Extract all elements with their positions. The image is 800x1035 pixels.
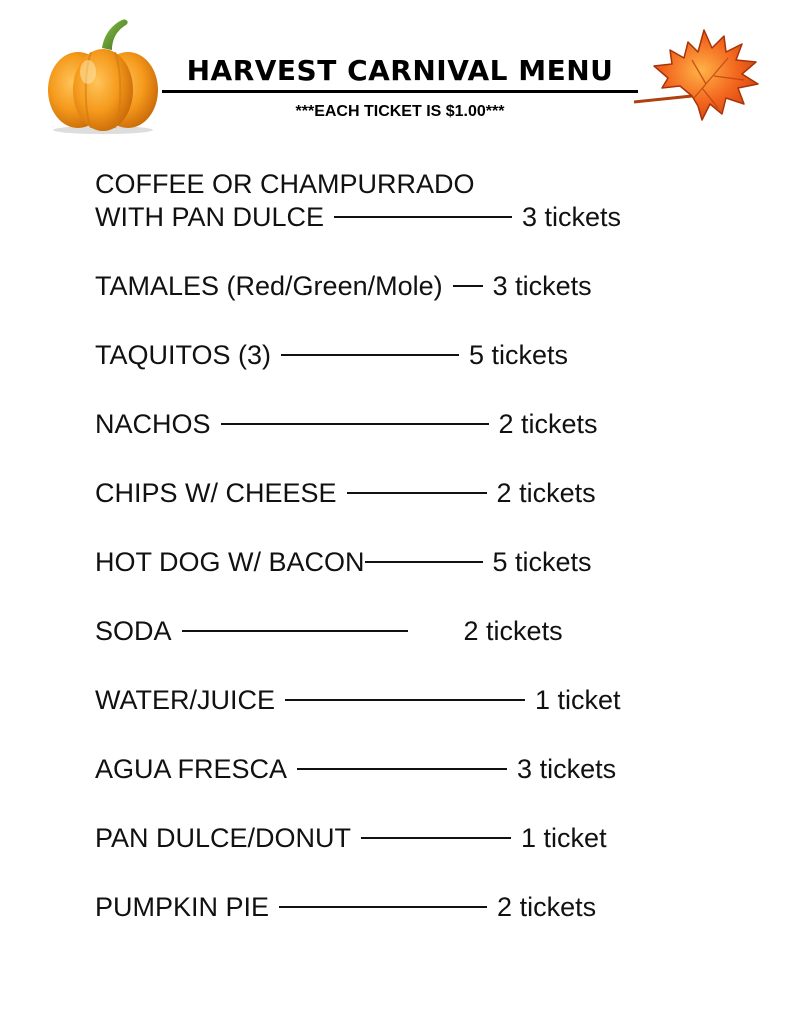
menu-item-taquitos [95,339,735,372]
menu-item-tamales [95,270,735,303]
menu-item-name: PAN DULCE/DONUT [95,823,352,853]
menu-item-name: WITH PAN DULCE [95,202,325,232]
menu-item-price: 1 ticket [521,823,607,853]
menu-item-chips-cheese [95,477,735,510]
menu-item-price: 2 tickets [496,478,596,508]
menu-item-name-line1: COFFEE OR CHAMPURRADO [95,169,475,199]
leader-line [285,699,525,701]
page-title: HARVEST CARNIVAL MENU [186,54,614,87]
menu-item-name: SODA [95,616,172,646]
menu-item-price: 3 tickets [492,271,592,301]
menu-item-coffee [95,168,735,234]
title-underline [162,90,638,93]
leader-line [221,423,489,425]
menu-item-hot-dog [95,546,735,579]
menu-item-price: 1 ticket [535,685,621,715]
leader-line [453,285,483,287]
menu-item-pumpkin-pie [95,891,735,924]
menu-item-name: HOT DOG W/ BACON [95,547,365,577]
leader-line [347,492,487,494]
menu-item-name: NACHOS [95,409,211,439]
leader-line [334,216,512,218]
maple-leaf-icon [632,22,766,134]
menu-item-nachos [95,408,735,441]
leader-line [281,354,459,356]
menu-item-name: PUMPKIN PIE [95,892,270,922]
leader-line [279,906,487,908]
menu-item-price: 3 tickets [522,202,622,232]
menu-item-name: AGUA FRESCA [95,754,288,784]
menu-header [0,0,800,150]
menu-item-water-juice [95,684,735,717]
leader-line [182,630,408,632]
leader-line [361,837,511,839]
menu-item-name: TAMALES (Red/Green/Mole) [95,271,443,301]
leader-line [365,561,483,563]
menu-item-price: 2 tickets [498,409,598,439]
menu-item-price: 2 tickets [463,616,563,646]
menu-item-name: CHIPS W/ CHEESE [95,478,337,508]
menu-item-price: 5 tickets [492,547,592,577]
menu-item-pan-dulce-donut [95,822,735,855]
menu-item-price: 2 tickets [497,892,597,922]
menu-list [95,168,735,960]
menu-item-agua-fresca [95,753,735,786]
menu-item-name: WATER/JUICE [95,685,275,715]
menu-item-price: 3 tickets [517,754,617,784]
menu-item-name: TAQUITOS (3) [95,340,272,370]
leader-line [297,768,507,770]
menu-item-soda [95,615,735,648]
pumpkin-icon [44,14,162,134]
ticket-price-note: ***EACH TICKET IS $1.00*** [295,103,505,120]
menu-item-price: 5 tickets [469,340,569,370]
